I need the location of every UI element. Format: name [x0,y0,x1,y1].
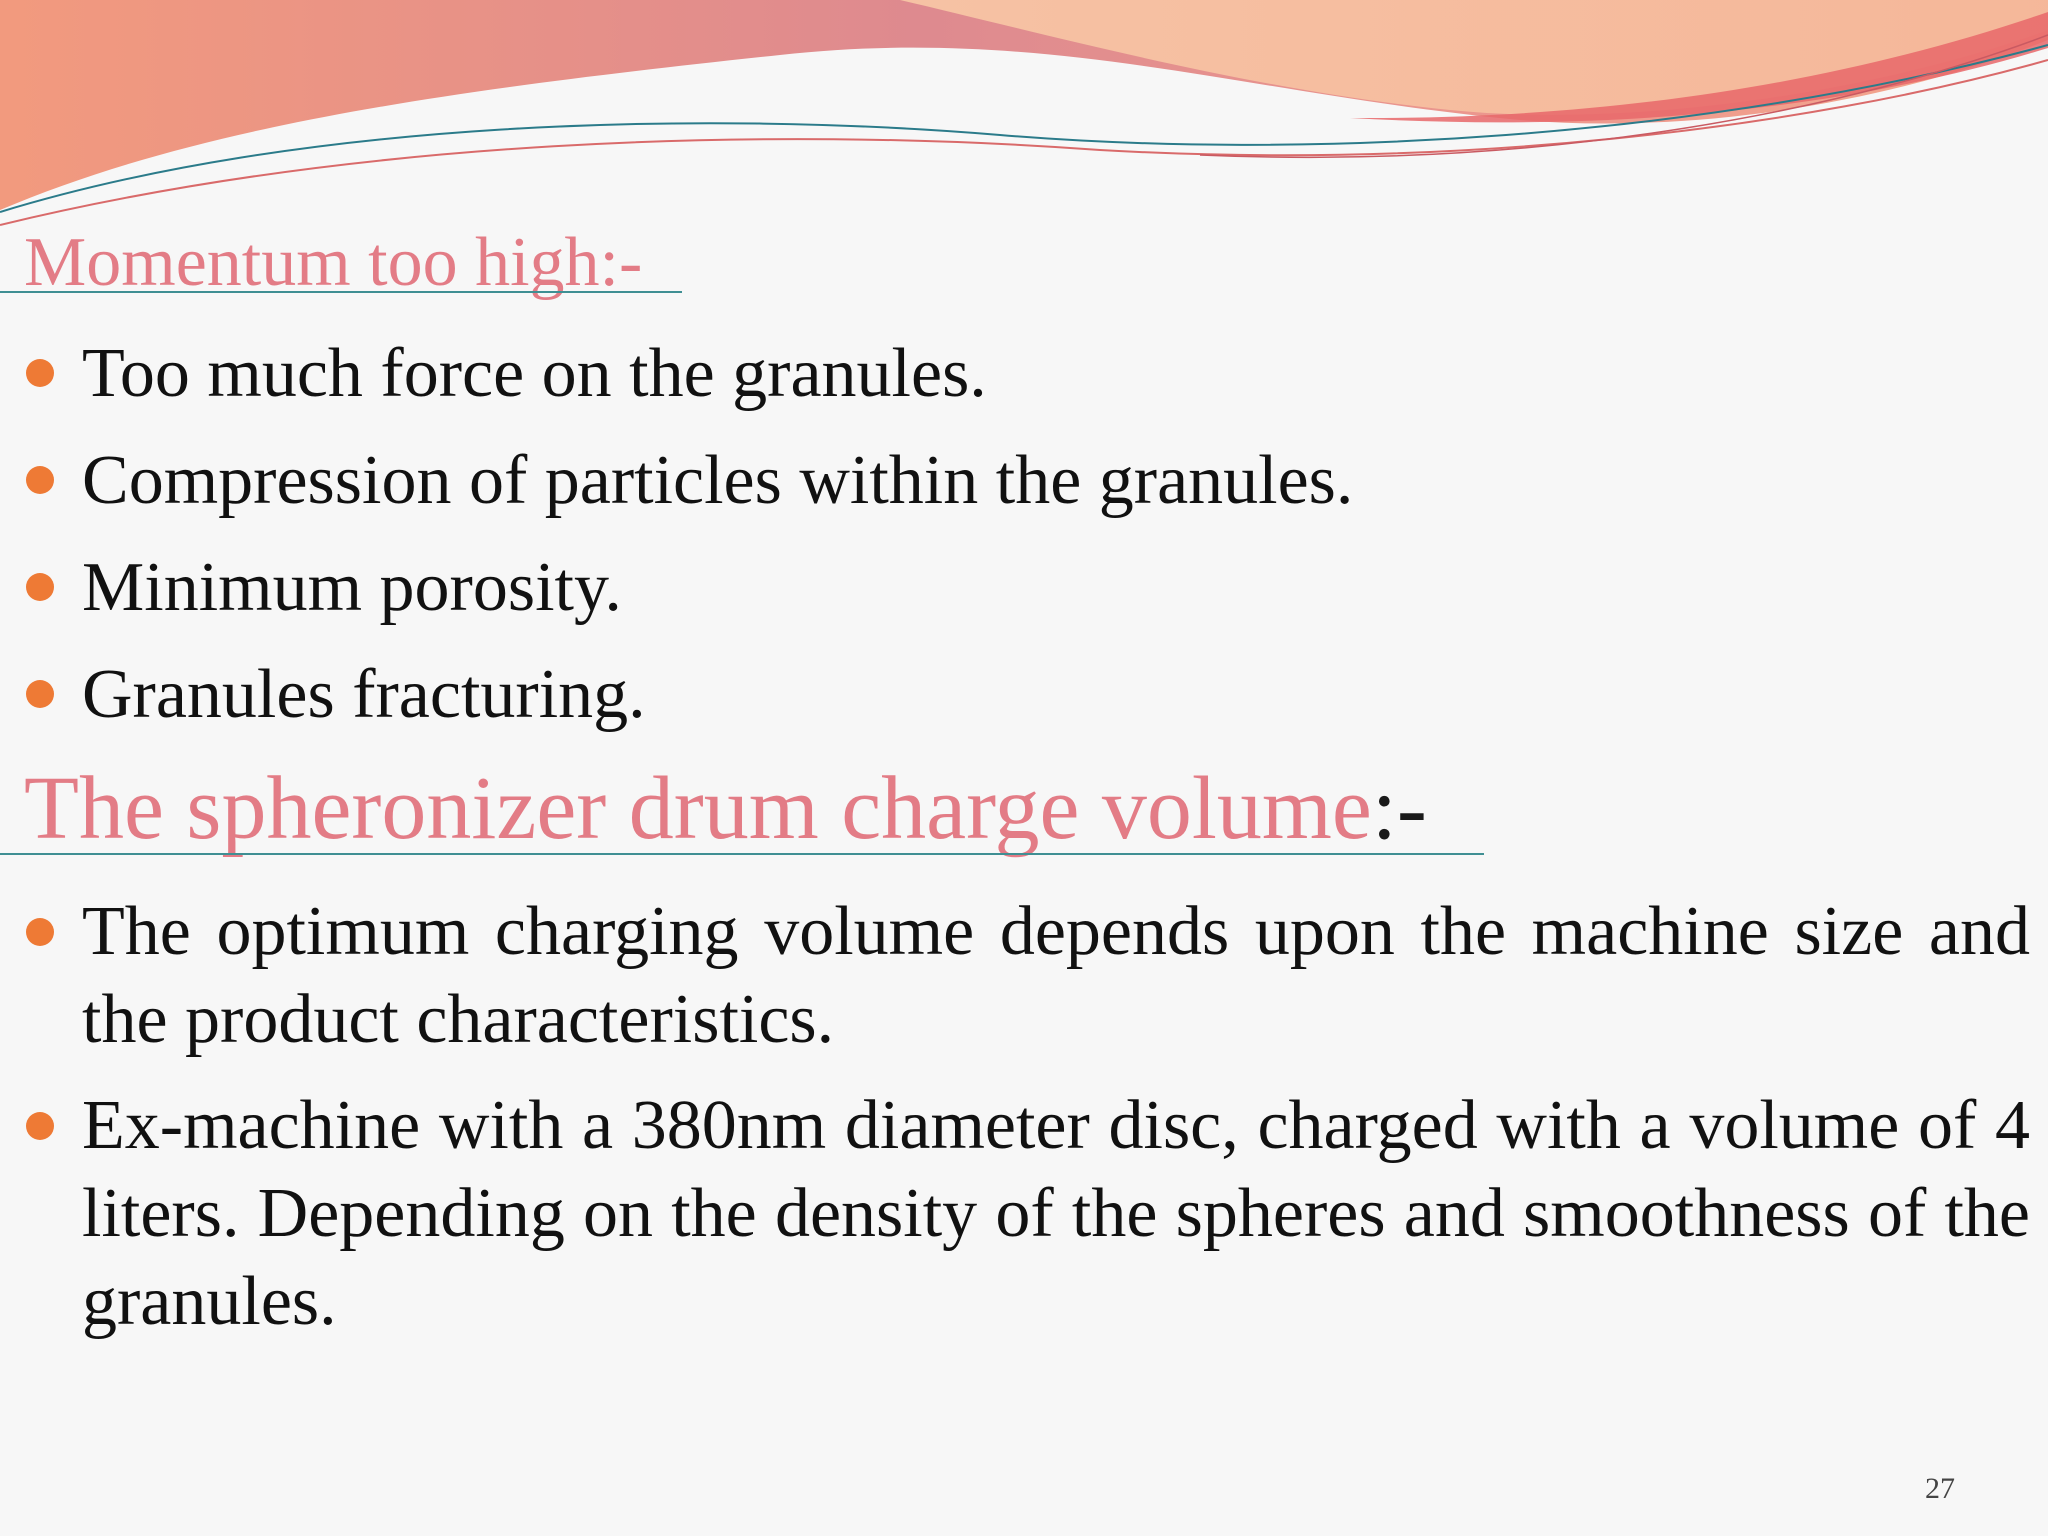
momentum-bullet-list [0,320,1500,748]
section-heading-momentum [24,224,643,301]
list-item [0,320,1500,427]
section-heading-text: Momentum too high:- [24,224,643,301]
bullet-dot-icon [26,1112,54,1140]
bullet-dot-icon [26,680,54,708]
heading-underline [0,853,1484,855]
header-wave-decoration [0,0,2048,240]
bullet-dot-icon [26,466,54,494]
section-heading-suffix: :- [1371,759,1427,858]
list-item-text: The optimum charging volume depends upon the machine size and the product characteristics. [82,893,2030,1058]
list-item [0,534,1500,641]
list-item [0,1082,2030,1346]
list-item-text: Ex-machine with a 380nm diameter disc, charged with a volume of 4 liters. Depending on the density of the spheres and smoothness of the granules. [82,1087,2030,1340]
list-item [0,641,1500,748]
list-item-text: Granules fracturing. [82,656,646,733]
heading-underline [0,291,682,293]
section-heading-charge-volume [24,759,1427,858]
bullet-dot-icon [26,359,54,387]
bullet-dot-icon [26,918,54,946]
section-heading-text: The spheronizer drum charge volume [24,759,1372,858]
list-item-text: Compression of particles within the granules. [82,442,1354,519]
list-item [0,888,2030,1064]
page-number: 27 [1925,1472,1955,1505]
list-item-text: Minimum porosity. [82,549,622,626]
bullet-dot-icon [26,573,54,601]
charge-volume-bullet-list [0,888,2030,1364]
list-item [0,427,1500,534]
list-item-text: Too much force on the granules. [82,335,987,412]
